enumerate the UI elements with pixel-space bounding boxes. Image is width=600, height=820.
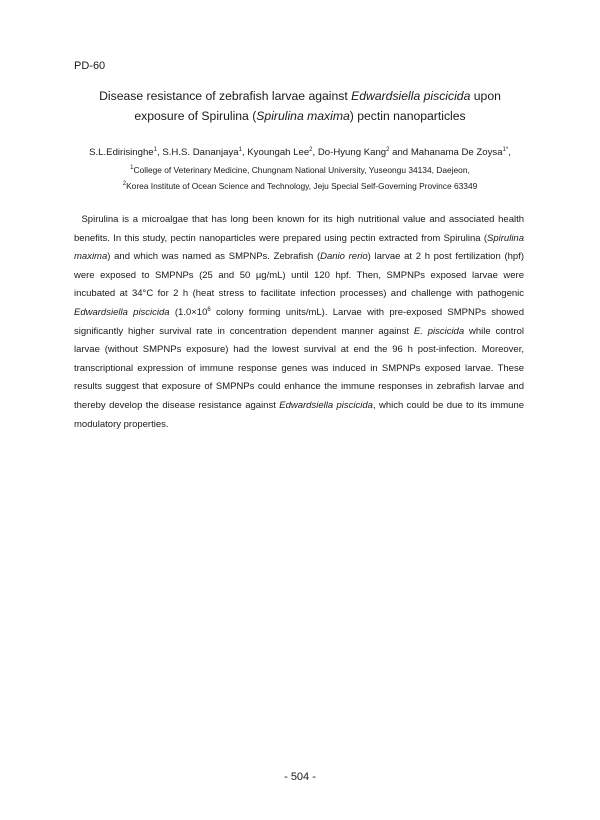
author-name: Do-Hyung Kang — [317, 147, 387, 158]
affiliation-text: College of Veterinary Medicine, Chungnam National University, Yuseongu 34134, Daejeon, — [133, 165, 470, 175]
abstract-species: Edwardsiella piscicida — [74, 306, 170, 318]
author-separator: , — [508, 147, 511, 158]
author-list — [60, 146, 540, 160]
abstract-text: ) and which was named as SMPNPs. Zebrafish ( — [107, 251, 321, 263]
author-affiliation-mark: 1* — [502, 146, 509, 153]
author-separator: and — [389, 147, 411, 158]
abstract-body — [74, 211, 524, 434]
affiliation-1 — [60, 164, 540, 176]
exponent: 6 — [207, 306, 211, 313]
abstract-text: while control larvae (without SMPNPs exposure) had the lowest survival at end the 96 h post-infection. Moreover, transcriptional expression of immune response genes was induced in SMPNPs exposed larvae. These results suggest that exposure of SMPNPs could enhance the immune responses in zebrafish larvae and thereby develop the disease resistance against — [74, 325, 524, 411]
paper-title — [60, 86, 540, 126]
author-separator: , — [241, 147, 248, 158]
affiliation-mark: 2 — [122, 181, 127, 188]
title-text: upon — [470, 89, 501, 103]
abstract-species: E. piscicida — [413, 325, 465, 337]
title-text: exposure of Spirulina ( — [134, 109, 257, 123]
title-species: Edwardsiella piscicida — [351, 89, 471, 103]
author-affiliation-mark: 1 — [153, 146, 157, 153]
author-affiliation-mark: 2 — [386, 146, 390, 153]
abstract-text: Spirulina is a microalgae that has long been known for its high nutritional value and associated health benefits. In this study, pectin nanoparticles were prepared using pectin extracted from Spirulina ( — [74, 214, 525, 244]
title-line-2 — [60, 106, 540, 126]
page-number: - 504 - — [284, 771, 316, 783]
affiliation-text: Korea Institute of Ocean Science and Technology, Jeju Special Self-Governing Province 63349 — [126, 181, 478, 191]
abstract-species: Edwardsiella piscicida — [279, 399, 373, 411]
author-name: S.L.Edirisinghe — [89, 147, 154, 158]
title-line-1 — [60, 86, 540, 106]
author-name: Kyoungah Lee — [247, 147, 310, 158]
abstract-species: Danio rerio — [320, 251, 368, 263]
abstract-text: ) larvae at 2 h post fertilization (hpf) were exposed to SMPNPs (25 and 50 µg/mL) until 120 hpf. Then, SMPNPs exposed larvae were incubated at 34°C for 2 h (heat stress to facilitate infection processes) and challenge with pathogenic — [74, 251, 524, 300]
author-separator: , — [156, 147, 163, 158]
affiliation-mark: 1 — [130, 165, 134, 172]
author-name: Mahanama De Zoysa — [410, 147, 503, 158]
abstract-text: (1.0×10 — [169, 306, 208, 318]
author-separator: , — [312, 147, 318, 158]
title-species: Spirulina maxima — [256, 109, 350, 123]
abstract-code: PD-60 — [74, 60, 106, 72]
author-name: S.H.S. Dananjaya — [162, 147, 239, 158]
abstract-text: , which could be due to its immune modulatory properties. — [74, 399, 525, 430]
author-affiliation-mark: 2 — [309, 146, 313, 153]
abstract-species: Spirulina maxima — [74, 232, 524, 263]
title-text: ) pectin nanoparticles — [349, 109, 466, 123]
abstract-text: colony forming units/mL). Larvae with pre-exposed SMPNPs showed significantly higher survival rate in concentration dependent manner against — [74, 306, 524, 337]
title-text: Disease resistance of zebrafish larvae against — [99, 89, 352, 103]
author-affiliation-mark: 1 — [238, 146, 242, 153]
affiliation-2 — [60, 180, 540, 192]
